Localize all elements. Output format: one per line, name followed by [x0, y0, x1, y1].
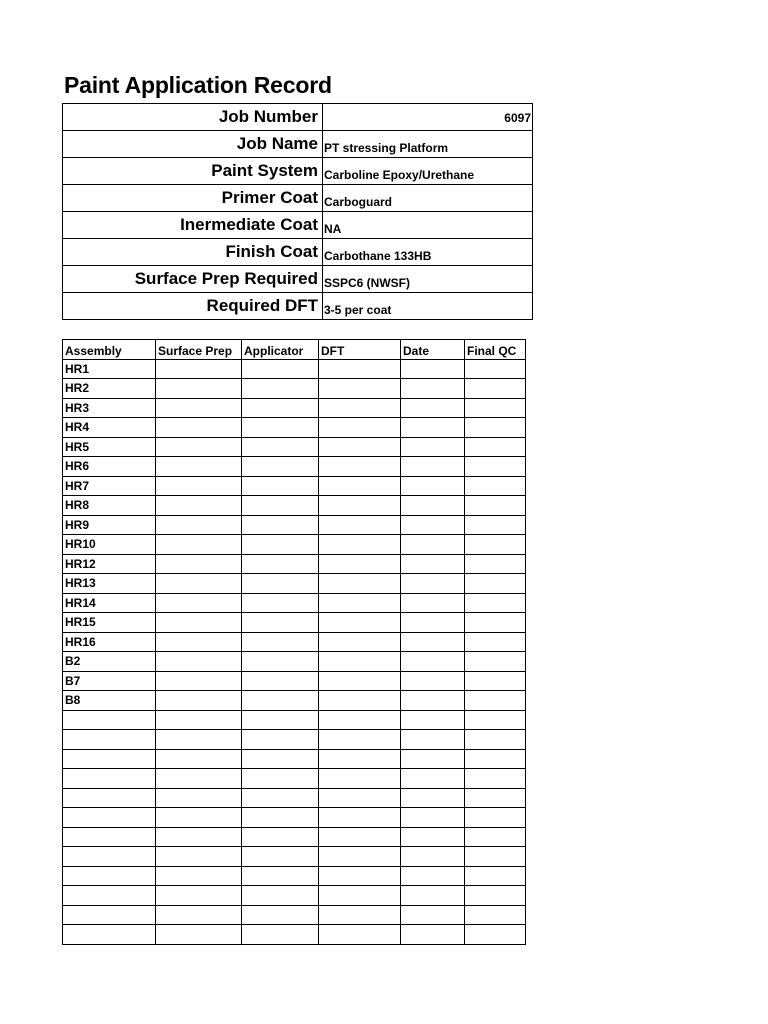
final-qc-cell[interactable] — [465, 437, 526, 457]
surface-prep-cell[interactable] — [156, 710, 242, 730]
assembly-cell[interactable]: HR16 — [63, 632, 156, 652]
table-row — [63, 554, 526, 574]
applicator-cell[interactable] — [242, 457, 319, 477]
surface-prep-cell[interactable] — [156, 554, 242, 574]
table-row — [63, 535, 526, 555]
final-qc-cell[interactable] — [465, 691, 526, 711]
dft-cell[interactable] — [319, 925, 401, 945]
surface-prep-cell[interactable] — [156, 866, 242, 886]
dft-cell[interactable] — [319, 496, 401, 516]
surface-prep-cell[interactable] — [156, 535, 242, 555]
finish-coat-value[interactable]: Carbothane 133HB — [323, 239, 533, 266]
surface-prep-cell[interactable] — [156, 457, 242, 477]
applicator-cell[interactable] — [242, 730, 319, 750]
final-qc-cell[interactable] — [465, 866, 526, 886]
final-qc-cell[interactable] — [465, 808, 526, 828]
table-row — [63, 788, 526, 808]
table-row — [63, 476, 526, 496]
column-header-final-qc: Final QC — [465, 340, 526, 360]
surface-prep-cell[interactable] — [156, 496, 242, 516]
final-qc-cell[interactable] — [465, 476, 526, 496]
surface-prep-cell[interactable] — [156, 632, 242, 652]
table-row — [63, 808, 526, 828]
date-cell[interactable] — [401, 496, 465, 516]
assembly-cell[interactable]: HR4 — [63, 418, 156, 438]
job-info-table — [62, 103, 533, 320]
assembly-cell[interactable] — [63, 905, 156, 925]
surface-prep-cell[interactable] — [156, 476, 242, 496]
surface-prep-cell[interactable] — [156, 905, 242, 925]
applicator-cell[interactable] — [242, 379, 319, 399]
table-row — [63, 710, 526, 730]
final-qc-cell[interactable] — [465, 788, 526, 808]
assembly-cell[interactable]: HR6 — [63, 457, 156, 477]
assembly-cell[interactable]: B7 — [63, 671, 156, 691]
final-qc-cell[interactable] — [465, 593, 526, 613]
job-name-value[interactable]: PT stressing Platform — [323, 131, 533, 158]
table-row — [63, 515, 526, 535]
surface-prep-cell[interactable] — [156, 398, 242, 418]
table-row — [63, 749, 526, 769]
final-qc-cell[interactable] — [465, 515, 526, 535]
date-cell[interactable] — [401, 847, 465, 867]
final-qc-cell[interactable] — [465, 554, 526, 574]
dft-cell[interactable] — [319, 515, 401, 535]
date-cell[interactable] — [401, 866, 465, 886]
assembly-cell[interactable]: HR7 — [63, 476, 156, 496]
table-row — [63, 613, 526, 633]
dft-cell[interactable] — [319, 788, 401, 808]
date-cell[interactable] — [401, 574, 465, 594]
table-row — [63, 593, 526, 613]
date-cell[interactable] — [401, 457, 465, 477]
primer-coat-label: Primer Coat — [63, 185, 323, 212]
dft-cell[interactable] — [319, 769, 401, 789]
surface-prep-cell[interactable] — [156, 788, 242, 808]
info-row-finish-coat — [63, 239, 533, 266]
surface-prep-label: Surface Prep Required — [63, 266, 323, 293]
assembly-cell[interactable] — [63, 710, 156, 730]
date-cell[interactable] — [401, 691, 465, 711]
applicator-cell[interactable] — [242, 652, 319, 672]
final-qc-cell[interactable] — [465, 925, 526, 945]
surface-prep-cell[interactable] — [156, 925, 242, 945]
column-header-date: Date — [401, 340, 465, 360]
date-cell[interactable] — [401, 359, 465, 379]
applicator-cell[interactable] — [242, 613, 319, 633]
applicator-cell[interactable] — [242, 359, 319, 379]
table-row — [63, 437, 526, 457]
assembly-cell[interactable] — [63, 788, 156, 808]
dft-cell[interactable] — [319, 730, 401, 750]
assembly-cell[interactable]: HR3 — [63, 398, 156, 418]
intermediate-coat-value[interactable]: NA — [323, 212, 533, 239]
dft-cell[interactable] — [319, 613, 401, 633]
date-cell[interactable] — [401, 827, 465, 847]
table-row — [63, 496, 526, 516]
surface-prep-cell[interactable] — [156, 749, 242, 769]
applicator-cell[interactable] — [242, 788, 319, 808]
assembly-cell[interactable] — [63, 749, 156, 769]
date-cell[interactable] — [401, 769, 465, 789]
assembly-cell[interactable]: HR13 — [63, 574, 156, 594]
assembly-cell[interactable] — [63, 730, 156, 750]
date-cell[interactable] — [401, 886, 465, 906]
table-row — [63, 398, 526, 418]
assembly-cell[interactable] — [63, 808, 156, 828]
table-row — [63, 866, 526, 886]
dft-cell[interactable] — [319, 827, 401, 847]
dft-cell[interactable] — [319, 359, 401, 379]
table-row — [63, 574, 526, 594]
table-row — [63, 652, 526, 672]
date-cell[interactable] — [401, 418, 465, 438]
required-dft-label: Required DFT — [63, 293, 323, 320]
final-qc-cell[interactable] — [465, 710, 526, 730]
final-qc-cell[interactable] — [465, 905, 526, 925]
date-cell[interactable] — [401, 476, 465, 496]
date-cell[interactable] — [401, 379, 465, 399]
date-cell[interactable] — [401, 749, 465, 769]
assembly-cell[interactable] — [63, 847, 156, 867]
assembly-cell[interactable] — [63, 866, 156, 886]
surface-prep-cell[interactable] — [156, 437, 242, 457]
assembly-table-body — [63, 359, 526, 944]
assembly-cell[interactable] — [63, 925, 156, 945]
applicator-cell[interactable] — [242, 574, 319, 594]
table-row — [63, 905, 526, 925]
dft-cell[interactable] — [319, 691, 401, 711]
surface-prep-cell[interactable] — [156, 886, 242, 906]
table-row — [63, 632, 526, 652]
date-cell[interactable] — [401, 730, 465, 750]
final-qc-cell[interactable] — [465, 535, 526, 555]
final-qc-cell[interactable] — [465, 398, 526, 418]
applicator-cell[interactable] — [242, 905, 319, 925]
surface-prep-cell[interactable] — [156, 847, 242, 867]
date-cell[interactable] — [401, 788, 465, 808]
job-number-value[interactable]: 6097 — [323, 104, 533, 131]
dft-cell[interactable] — [319, 418, 401, 438]
surface-prep-cell[interactable] — [156, 730, 242, 750]
date-cell[interactable] — [401, 652, 465, 672]
info-row-surface-prep — [63, 266, 533, 293]
job-number-label: Job Number — [63, 104, 323, 131]
date-cell[interactable] — [401, 593, 465, 613]
intermediate-coat-label: Inermediate Coat — [63, 212, 323, 239]
applicator-cell[interactable] — [242, 886, 319, 906]
applicator-cell[interactable] — [242, 710, 319, 730]
surface-prep-cell[interactable] — [156, 613, 242, 633]
applicator-cell[interactable] — [242, 866, 319, 886]
assembly-cell[interactable]: B2 — [63, 652, 156, 672]
applicator-cell[interactable] — [242, 632, 319, 652]
table-row — [63, 671, 526, 691]
job-name-label: Job Name — [63, 131, 323, 158]
applicator-cell[interactable] — [242, 691, 319, 711]
surface-prep-cell[interactable] — [156, 769, 242, 789]
final-qc-cell[interactable] — [465, 457, 526, 477]
dft-cell[interactable] — [319, 671, 401, 691]
info-row-primer-coat — [63, 185, 533, 212]
info-row-job-number — [63, 104, 533, 131]
surface-prep-cell[interactable] — [156, 359, 242, 379]
date-cell[interactable] — [401, 515, 465, 535]
final-qc-cell[interactable] — [465, 827, 526, 847]
column-header-dft: DFT — [319, 340, 401, 360]
dft-cell[interactable] — [319, 749, 401, 769]
final-qc-cell[interactable] — [465, 613, 526, 633]
dft-cell[interactable] — [319, 379, 401, 399]
surface-prep-cell[interactable] — [156, 808, 242, 828]
surface-prep-value[interactable]: SSPC6 (NWSF) — [323, 266, 533, 293]
applicator-cell[interactable] — [242, 749, 319, 769]
date-cell[interactable] — [401, 905, 465, 925]
assembly-table — [62, 339, 526, 945]
column-header-assembly: Assembly — [63, 340, 156, 360]
date-cell[interactable] — [401, 398, 465, 418]
date-cell[interactable] — [401, 554, 465, 574]
table-row — [63, 730, 526, 750]
assembly-header-row — [63, 340, 526, 360]
table-row — [63, 847, 526, 867]
info-row-paint-system — [63, 158, 533, 185]
info-row-job-name — [63, 131, 533, 158]
applicator-cell[interactable] — [242, 476, 319, 496]
applicator-cell[interactable] — [242, 769, 319, 789]
date-cell[interactable] — [401, 613, 465, 633]
applicator-cell[interactable] — [242, 847, 319, 867]
applicator-cell[interactable] — [242, 554, 319, 574]
applicator-cell[interactable] — [242, 398, 319, 418]
dft-cell[interactable] — [319, 847, 401, 867]
date-cell[interactable] — [401, 671, 465, 691]
table-row — [63, 886, 526, 906]
final-qc-cell[interactable] — [465, 379, 526, 399]
dft-cell[interactable] — [319, 574, 401, 594]
applicator-cell[interactable] — [242, 515, 319, 535]
table-row — [63, 379, 526, 399]
paint-system-label: Paint System — [63, 158, 323, 185]
assembly-cell[interactable]: B8 — [63, 691, 156, 711]
primer-coat-value[interactable]: Carboguard — [323, 185, 533, 212]
date-cell[interactable] — [401, 710, 465, 730]
surface-prep-cell[interactable] — [156, 691, 242, 711]
final-qc-cell[interactable] — [465, 652, 526, 672]
date-cell[interactable] — [401, 632, 465, 652]
assembly-cell[interactable]: HR14 — [63, 593, 156, 613]
dft-cell[interactable] — [319, 593, 401, 613]
dft-cell[interactable] — [319, 437, 401, 457]
date-cell[interactable] — [401, 808, 465, 828]
date-cell[interactable] — [401, 925, 465, 945]
applicator-cell[interactable] — [242, 418, 319, 438]
date-cell[interactable] — [401, 437, 465, 457]
assembly-cell[interactable] — [63, 886, 156, 906]
assembly-cell[interactable]: HR5 — [63, 437, 156, 457]
applicator-cell[interactable] — [242, 827, 319, 847]
assembly-cell[interactable]: HR1 — [63, 359, 156, 379]
surface-prep-cell[interactable] — [156, 652, 242, 672]
assembly-cell[interactable]: HR15 — [63, 613, 156, 633]
surface-prep-cell[interactable] — [156, 418, 242, 438]
dft-cell[interactable] — [319, 398, 401, 418]
final-qc-cell[interactable] — [465, 574, 526, 594]
dft-cell[interactable] — [319, 476, 401, 496]
final-qc-cell[interactable] — [465, 769, 526, 789]
dft-cell[interactable] — [319, 866, 401, 886]
assembly-cell[interactable]: HR10 — [63, 535, 156, 555]
applicator-cell[interactable] — [242, 671, 319, 691]
assembly-cell[interactable]: HR8 — [63, 496, 156, 516]
table-row — [63, 691, 526, 711]
assembly-cell[interactable]: HR12 — [63, 554, 156, 574]
table-row — [63, 359, 526, 379]
applicator-cell[interactable] — [242, 437, 319, 457]
dft-cell[interactable] — [319, 808, 401, 828]
dft-cell[interactable] — [319, 632, 401, 652]
final-qc-cell[interactable] — [465, 359, 526, 379]
required-dft-value[interactable]: 3-5 per coat — [323, 293, 533, 320]
dft-cell[interactable] — [319, 652, 401, 672]
final-qc-cell[interactable] — [465, 418, 526, 438]
applicator-cell[interactable] — [242, 496, 319, 516]
applicator-cell[interactable] — [242, 593, 319, 613]
applicator-cell[interactable] — [242, 535, 319, 555]
finish-coat-label: Finish Coat — [63, 239, 323, 266]
page-title: Paint Application Record — [64, 72, 332, 98]
assembly-cell[interactable]: HR2 — [63, 379, 156, 399]
column-header-applicator: Applicator — [242, 340, 319, 360]
dft-cell[interactable] — [319, 457, 401, 477]
final-qc-cell[interactable] — [465, 847, 526, 867]
dft-cell[interactable] — [319, 905, 401, 925]
surface-prep-cell[interactable] — [156, 574, 242, 594]
final-qc-cell[interactable] — [465, 886, 526, 906]
surface-prep-cell[interactable] — [156, 593, 242, 613]
info-row-intermediate-coat — [63, 212, 533, 239]
table-row — [63, 418, 526, 438]
column-header-surface-prep: Surface Prep — [156, 340, 242, 360]
assembly-cell[interactable] — [63, 827, 156, 847]
dft-cell[interactable] — [319, 710, 401, 730]
assembly-cell[interactable]: HR9 — [63, 515, 156, 535]
final-qc-cell[interactable] — [465, 749, 526, 769]
table-row — [63, 769, 526, 789]
dft-cell[interactable] — [319, 886, 401, 906]
applicator-cell[interactable] — [242, 808, 319, 828]
table-row — [63, 827, 526, 847]
paint-system-value[interactable]: Carboline Epoxy/Urethane — [323, 158, 533, 185]
date-cell[interactable] — [401, 535, 465, 555]
surface-prep-cell[interactable] — [156, 827, 242, 847]
info-row-required-dft — [63, 293, 533, 320]
dft-cell[interactable] — [319, 554, 401, 574]
surface-prep-cell[interactable] — [156, 671, 242, 691]
final-qc-cell[interactable] — [465, 496, 526, 516]
applicator-cell[interactable] — [242, 925, 319, 945]
table-row — [63, 925, 526, 945]
dft-cell[interactable] — [319, 535, 401, 555]
final-qc-cell[interactable] — [465, 671, 526, 691]
final-qc-cell[interactable] — [465, 632, 526, 652]
surface-prep-cell[interactable] — [156, 379, 242, 399]
assembly-cell[interactable] — [63, 769, 156, 789]
surface-prep-cell[interactable] — [156, 515, 242, 535]
final-qc-cell[interactable] — [465, 730, 526, 750]
table-row — [63, 457, 526, 477]
